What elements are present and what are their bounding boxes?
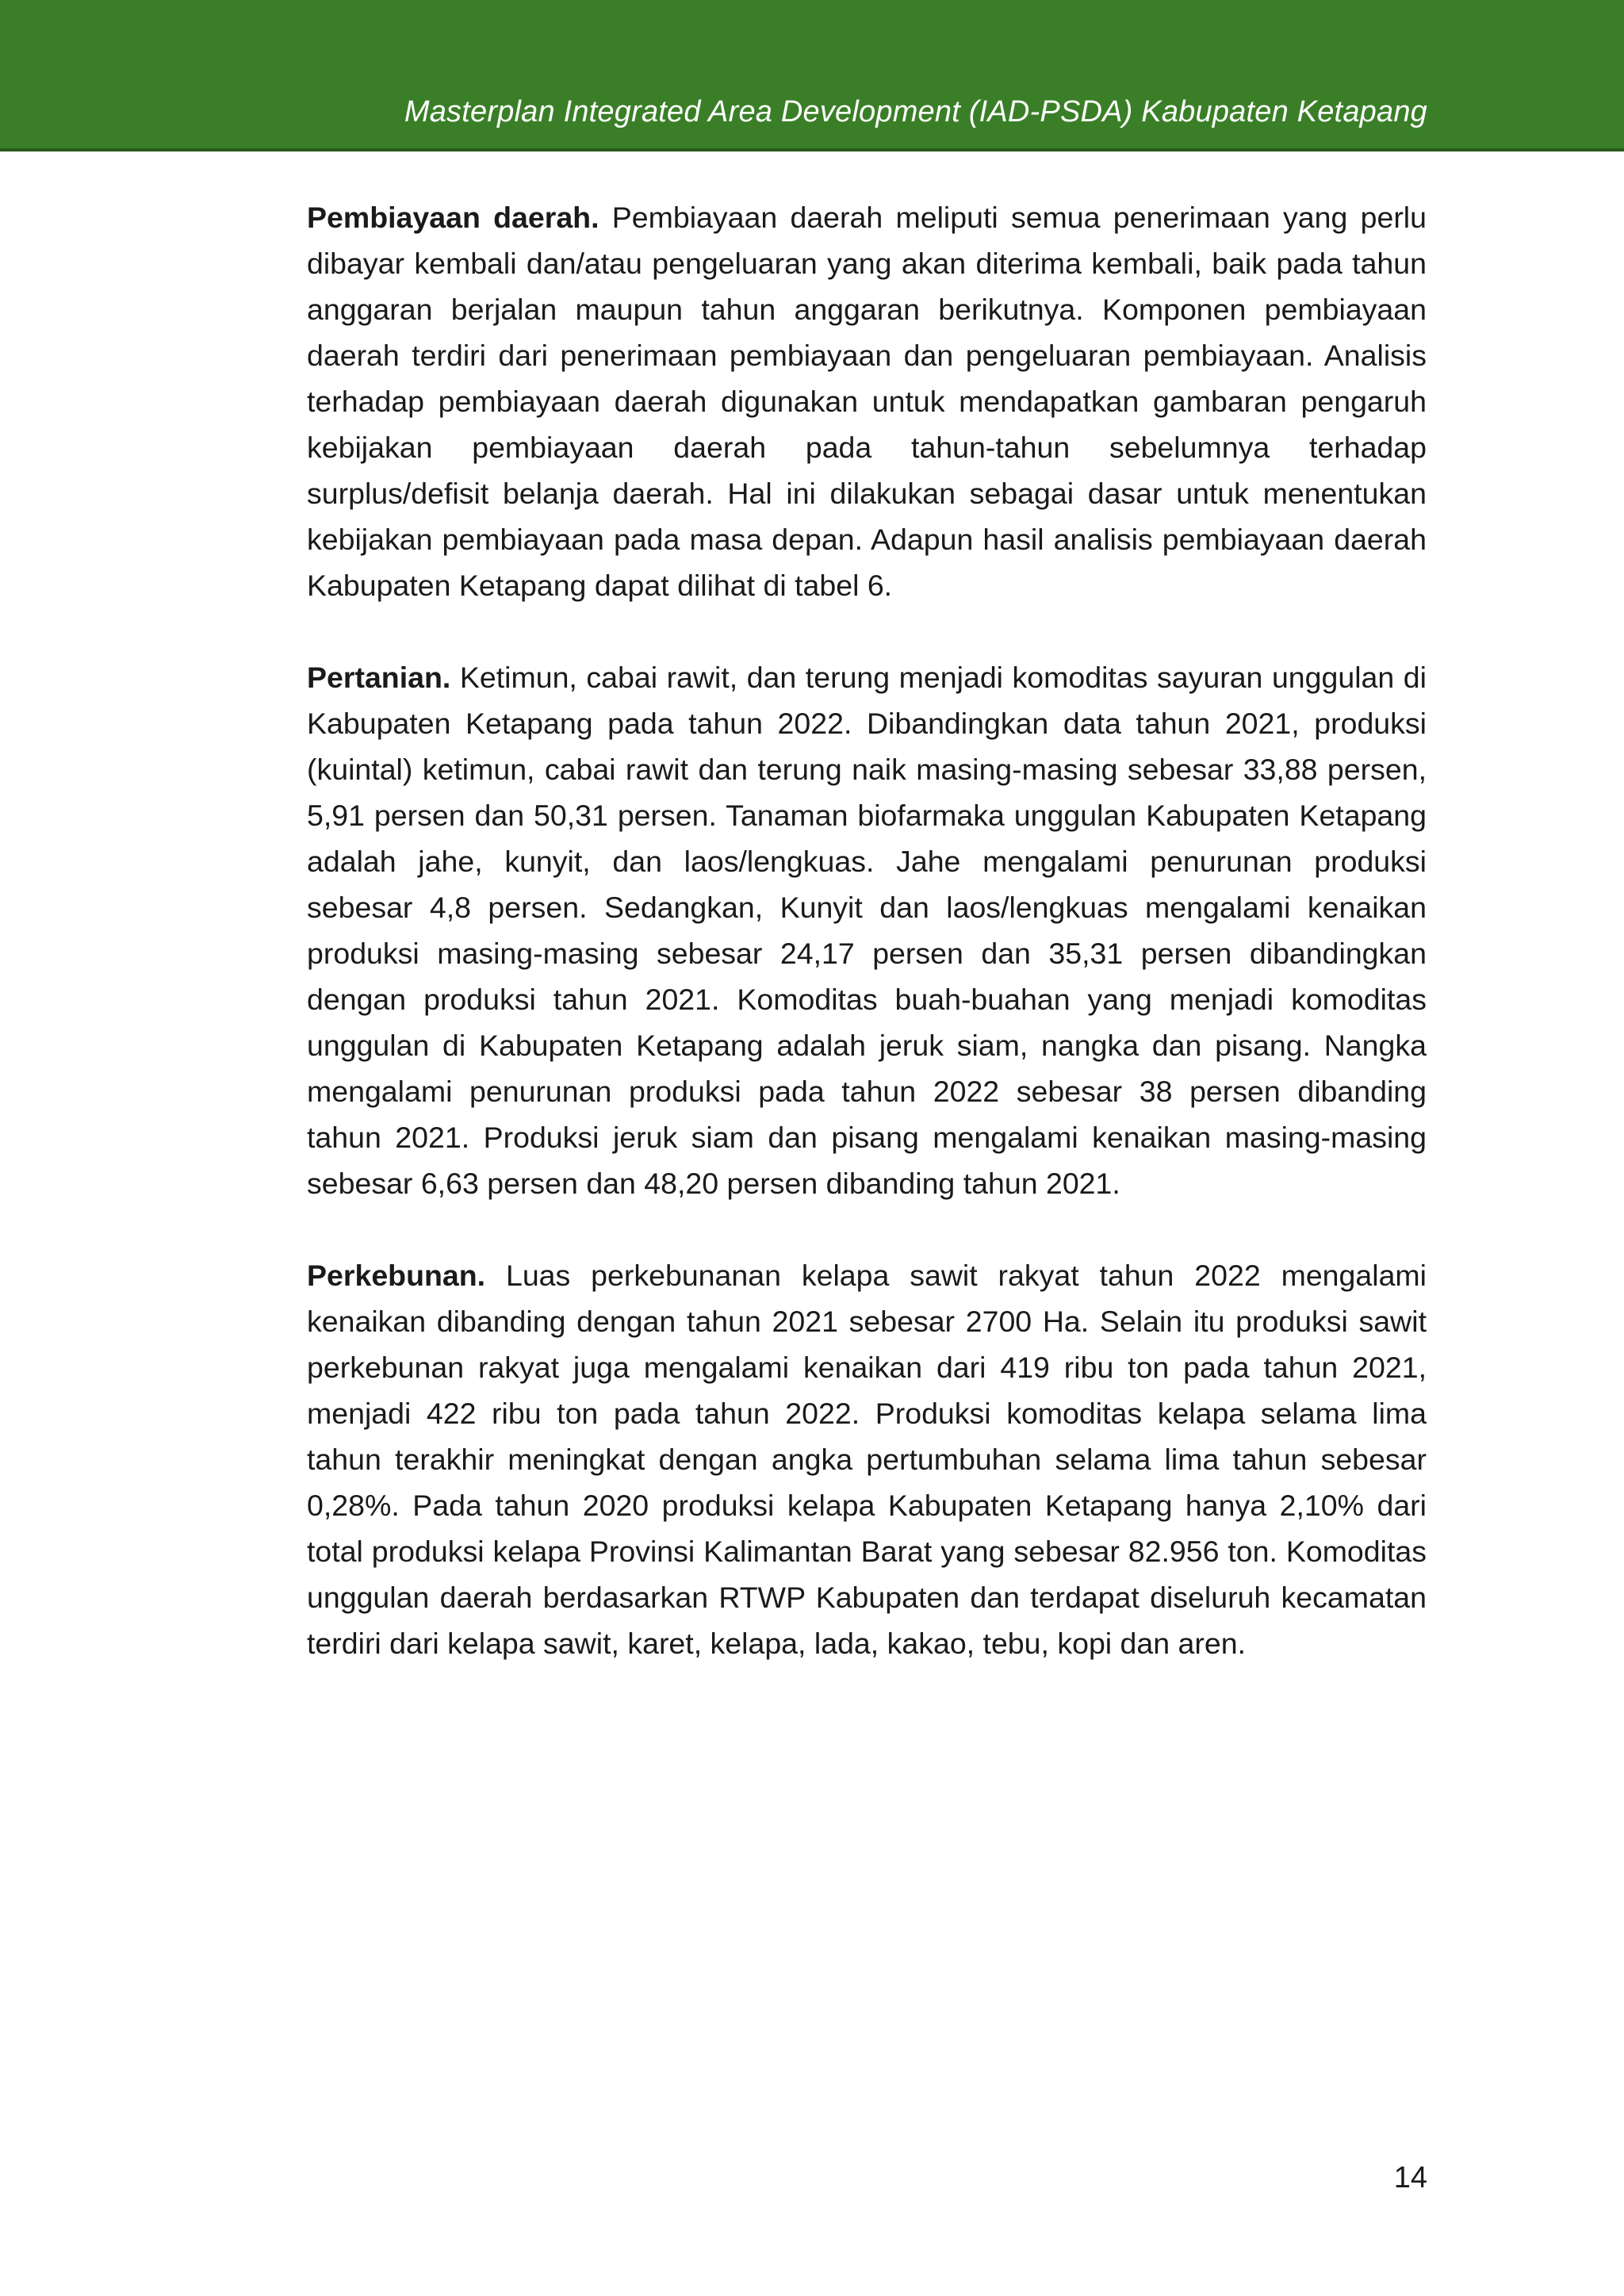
header-band (0, 0, 1624, 151)
paragraph-lead: Perkebunan. (307, 1259, 486, 1292)
page-number: 14 (1393, 2161, 1427, 2194)
paragraph-lead: Pertanian. (307, 661, 451, 694)
paragraph-pembiayaan-daerah (307, 194, 1427, 608)
paragraph-body: Luas perkebunanan kelapa sawit rakyat tahun 2022 mengalami kenaikan dibanding dengan tahun 2021 sebesar 2700 Ha. Selain itu produksi sawit perkebunan rakyat juga mengalami kenaikan dari 419 ribu ton pada tahun 2021, menjadi 422 ribu ton pada tahun 2022. Produksi komoditas kelapa selama lima tahun terakhir meningkat dengan angka pertumbuhan selama lima tahun sebesar 0,28%. Pada tahun 2020 produksi kelapa Kabupaten Ketapang hanya 2,10% dari total produksi kelapa Provinsi Kalimantan Barat yang sebesar 82.956 ton. Komoditas unggulan daerah berdasarkan RTWP Kabupaten dan terdapat diseluruh kecamatan terdiri dari kelapa sawit, karet, kelapa, lada, kakao, tebu, kopi dan aren. (307, 1259, 1427, 1660)
paragraph-perkebunan (307, 1252, 1427, 1666)
paragraph-pertanian (307, 654, 1427, 1206)
paragraph-body: Pembiayaan daerah meliputi semua penerimaan yang perlu dibayar kembali dan/atau pengeluaran yang akan diterima kembali, baik pada tahun anggaran berjalan maupun tahun anggaran berikutnya. Komponen pembiayaan daerah terdiri dari penerimaan pembiayaan dan pengeluaran pembiayaan. Analisis terhadap pembiayaan daerah digunakan untuk mendapatkan gambaran pengaruh kebijakan pembiayaan daerah pada tahun-tahun sebelumnya terhadap surplus/defisit belanja daerah. Hal ini dilakukan sebagai dasar untuk menentukan kebijakan pembiayaan pada masa depan. Adapun hasil analisis pembiayaan daerah Kabupaten Ketapang dapat dilihat di tabel 6. (307, 201, 1427, 602)
paragraph-lead: Pembiayaan daerah. (307, 201, 599, 234)
paragraph-body: Ketimun, cabai rawit, dan terung menjadi komoditas sayuran unggulan di Kabupaten Ketapang pada tahun 2022. Dibandingkan data tahun 2021, produksi (kuintal) ketimun, cabai rawit dan terung naik masing-masing sebesar 33,88 persen, 5,91 persen dan 50,31 persen. Tanaman biofarmaka unggulan Kabupaten Ketapang adalah jahe, kunyit, dan laos/lengkuas. Jahe mengalami penurunan produksi sebesar 4,8 persen. Sedangkan, Kunyit dan laos/lengkuas mengalami kenaikan produksi masing-masing sebesar 24,17 persen dan 35,31 persen dibandingkan dengan produksi tahun 2021. Komoditas buah-buahan yang menjadi komoditas unggulan di Kabupaten Ketapang adalah jeruk siam, nangka dan pisang. Nangka mengalami penurunan produksi pada tahun 2022 sebesar 38 persen dibanding tahun 2021. Produksi jeruk siam dan pisang mengalami kenaikan masing-masing sebesar 6,63 persen dan 48,20 persen dibanding tahun 2021. (307, 661, 1427, 1200)
document-body (307, 194, 1427, 1712)
header-title: Masterplan Integrated Area Development (IAD-PSDA) Kabupaten Ketapang (404, 95, 1427, 128)
